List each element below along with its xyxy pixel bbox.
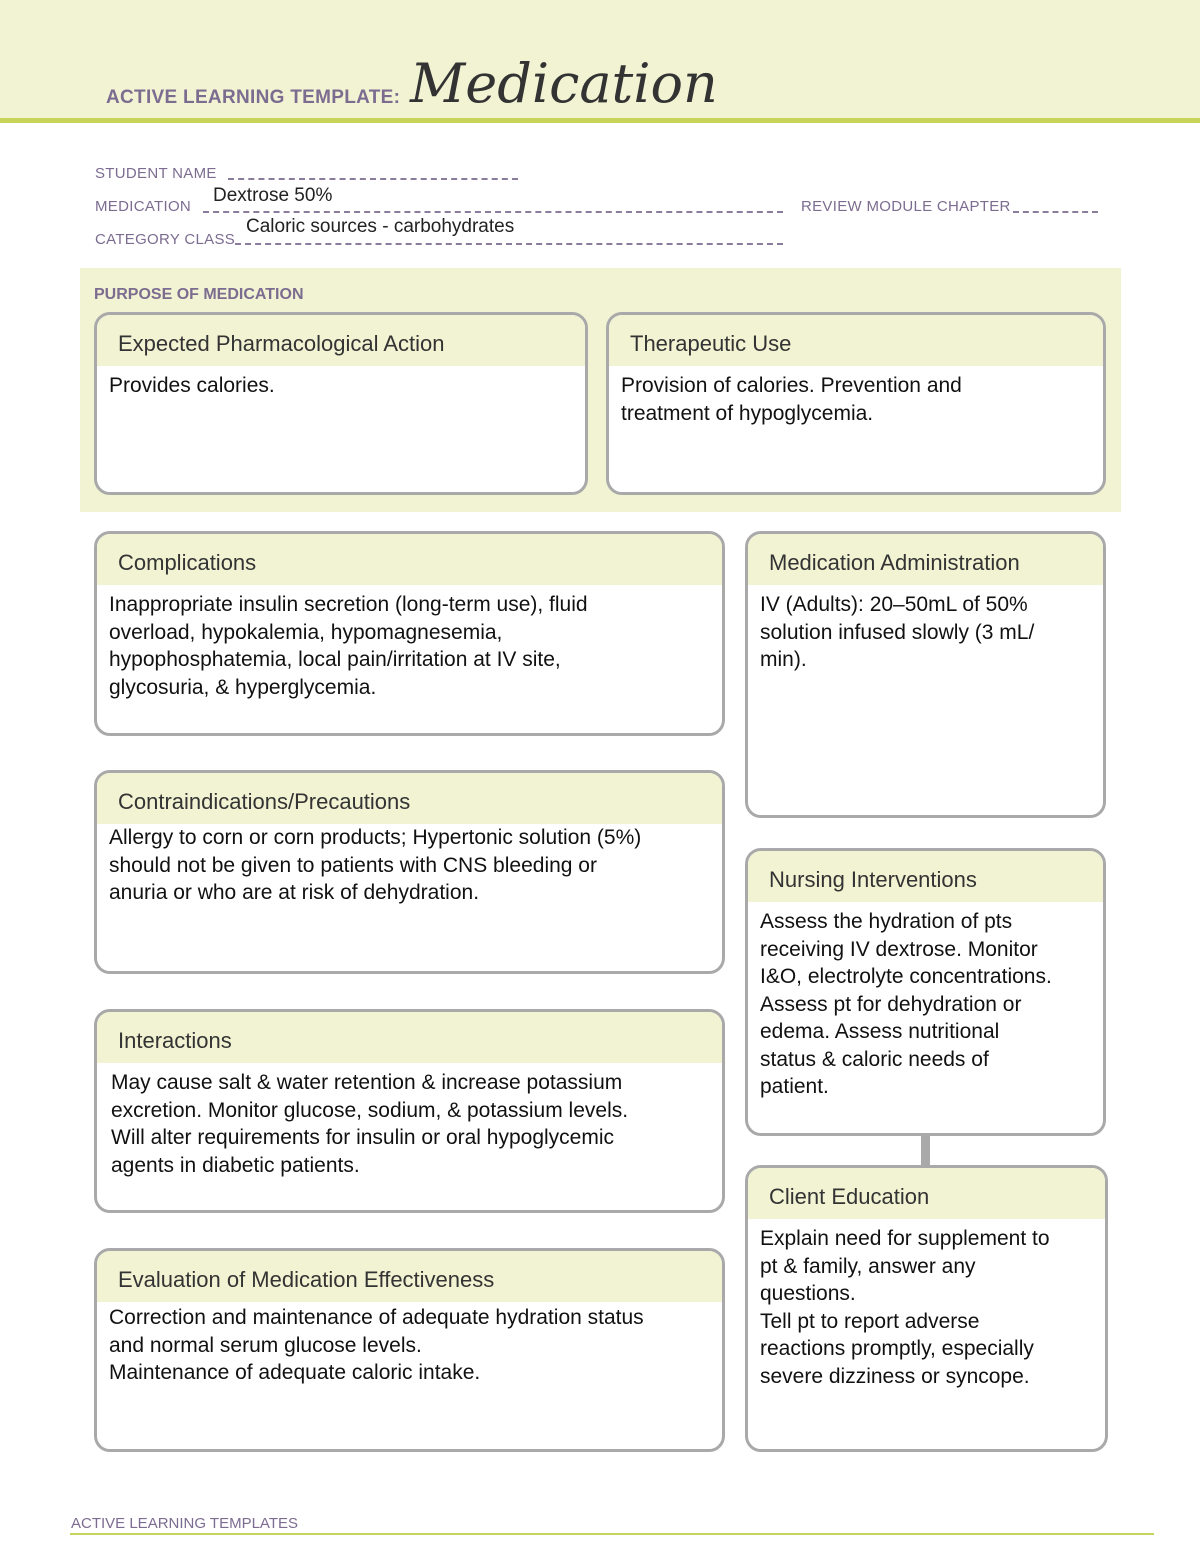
connector: [921, 1135, 930, 1167]
box-body: IV (Adults): 20–50mL of 50% solution infused slowly (3 mL/ min).: [760, 593, 1035, 671]
category-field[interactable]: [235, 243, 783, 245]
review-module-field[interactable]: [1013, 211, 1098, 213]
client-education-box: [745, 1165, 1108, 1452]
interactions-box: [94, 1009, 725, 1213]
administration-box: [745, 531, 1106, 818]
box-title: Nursing Interventions: [748, 851, 1103, 902]
purpose-title: PURPOSE OF MEDICATION: [94, 286, 304, 303]
medication-field[interactable]: [203, 211, 783, 213]
box-title: Expected Pharmacological Action: [97, 315, 585, 366]
box-body: Provision of calories. Prevention and treatment of hypoglycemia.: [621, 374, 962, 425]
complications-box: [94, 531, 725, 736]
box-title: Interactions: [97, 1012, 722, 1063]
box-body: Provides calories.: [109, 374, 275, 397]
template-label: ACTIVE LEARNING TEMPLATE:: [106, 87, 401, 108]
review-module-label: REVIEW MODULE CHAPTER: [801, 198, 1011, 215]
box-body: Assess the hydration of pts receiving IV dextrose. Monitor I&O, electrolyte concentrations. Assess pt for dehydration or edema. Assess nutritional status & caloric needs of patient.: [760, 910, 1052, 1098]
expected-action-box: [94, 312, 588, 495]
box-body: Inappropriate insulin secretion (long-term use), fluid overload, hypokalemia, hypomagnesemia, hypophosphatemia, local pain/irritation at IV site, glycosuria, & hyperglycemia.: [109, 593, 588, 699]
box-title: Contraindications/Precautions: [97, 773, 722, 824]
box-title: Evaluation of Medication Effectiveness: [97, 1251, 722, 1302]
box-title: Client Education: [748, 1168, 1105, 1219]
therapeutic-use-box: [606, 312, 1106, 495]
student-name-label: STUDENT NAME: [95, 165, 217, 182]
box-body: May cause salt & water retention & increase potassium excretion. Monitor glucose, sodium, & potassium levels. Will alter requirements for insulin or oral hypoglycemic agents in diabetic patients.: [111, 1071, 629, 1177]
category-label: CATEGORY CLASS: [95, 231, 236, 248]
footer-line: [70, 1533, 1154, 1535]
box-body: Correction and maintenance of adequate hydration status and normal serum glucose levels. Maintenance of adequate caloric intake.: [109, 1306, 644, 1384]
medication-value: Dextrose 50%: [213, 185, 333, 206]
evaluation-box: [94, 1248, 725, 1452]
student-name-field[interactable]: [228, 178, 518, 180]
box-title: Complications: [97, 534, 722, 585]
page-title: Medication: [410, 52, 718, 115]
nursing-interventions-box: [745, 848, 1106, 1136]
box-body: Allergy to corn or corn products; Hypertonic solution (5%) should not be given to patients with CNS bleeding or anuria or who are at risk of dehydration.: [109, 826, 642, 904]
box-body: Explain need for supplement to pt & family, answer any questions. Tell pt to report adverse reactions promptly, especially severe dizziness or syncope.: [760, 1227, 1050, 1388]
category-value: Caloric sources - carbohydrates: [246, 216, 515, 237]
contraindications-box: [94, 770, 725, 974]
medication-label: MEDICATION: [95, 198, 192, 215]
box-title: Medication Administration: [748, 534, 1103, 585]
footer-text: ACTIVE LEARNING TEMPLATES: [71, 1515, 298, 1532]
box-title: Therapeutic Use: [609, 315, 1103, 366]
